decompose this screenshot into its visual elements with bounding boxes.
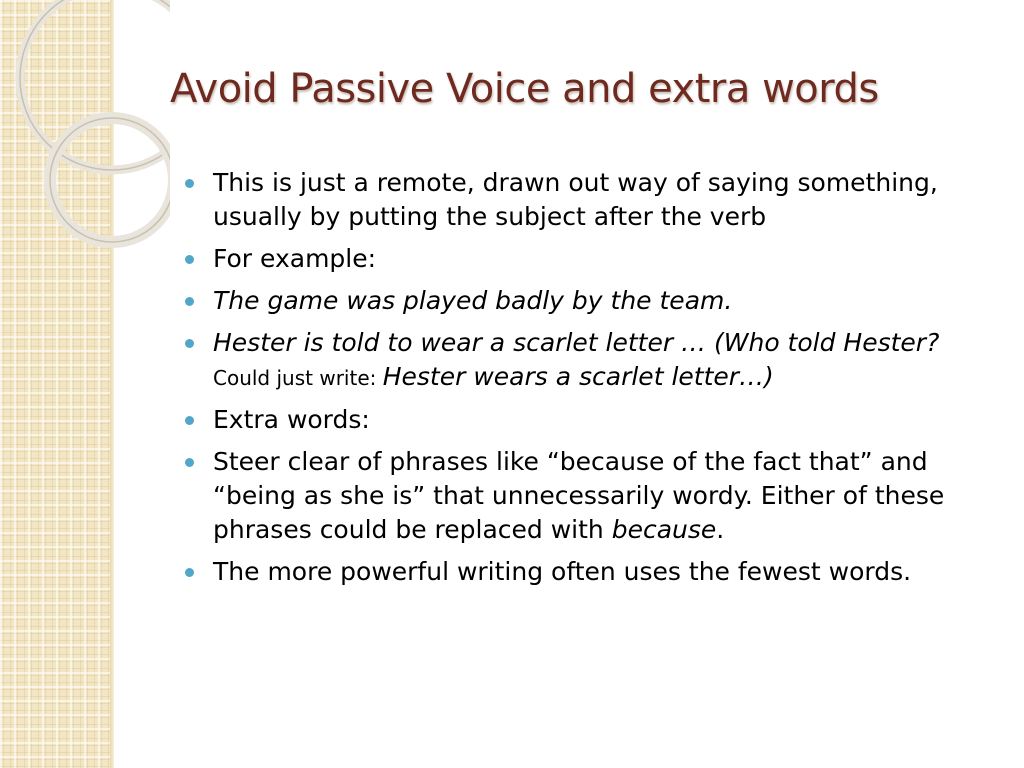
bullet-dot xyxy=(185,458,194,467)
bullet-list xyxy=(183,166,993,597)
bullet-item-steer-clear xyxy=(183,445,993,547)
bullet-dot xyxy=(185,179,194,188)
decorative-ring-large xyxy=(20,0,170,170)
bullet-dot xyxy=(185,297,194,306)
bullet-text: For example: xyxy=(213,244,377,273)
slide-title: Avoid Passive Voice and extra words xyxy=(170,66,879,112)
bullet-text: . xyxy=(716,515,725,544)
bullet-item-extra-words xyxy=(183,403,993,437)
bullet-item-passive-definition xyxy=(183,166,993,234)
bullet-text-italic: Hester is told to wear a scarlet letter … (Who told Hester? xyxy=(213,328,940,357)
bullet-text: Extra words: xyxy=(213,405,370,434)
bullet-text-note: Could just write: xyxy=(213,366,383,390)
bullet-item-hester-example xyxy=(183,326,993,395)
bullet-text: The more powerful writing often uses the fewest words. xyxy=(213,557,912,586)
bullet-dot xyxy=(185,416,194,425)
bullet-text-italic: because xyxy=(611,515,717,544)
bullet-dot xyxy=(185,568,194,577)
bullet-text: This is just a remote, drawn out way of saying something, usually by putting the subject after the verb xyxy=(213,168,938,231)
bullet-text: Steer clear of phrases like “because of the fact that” and “being as she is” that unnecessarily wordy. Either of these phrases could be replaced with xyxy=(213,447,945,544)
bullet-item-game-example xyxy=(183,284,993,318)
bullet-text-italic: Hester wears a scarlet letter…) xyxy=(382,362,774,391)
bullet-dot xyxy=(185,339,194,348)
bullet-item-powerful-writing xyxy=(183,555,993,589)
bullet-dot xyxy=(185,255,194,264)
bullet-text: The game was played badly by the team. xyxy=(213,286,733,315)
bullet-item-for-example xyxy=(183,242,993,276)
decorative-rings xyxy=(0,0,170,260)
